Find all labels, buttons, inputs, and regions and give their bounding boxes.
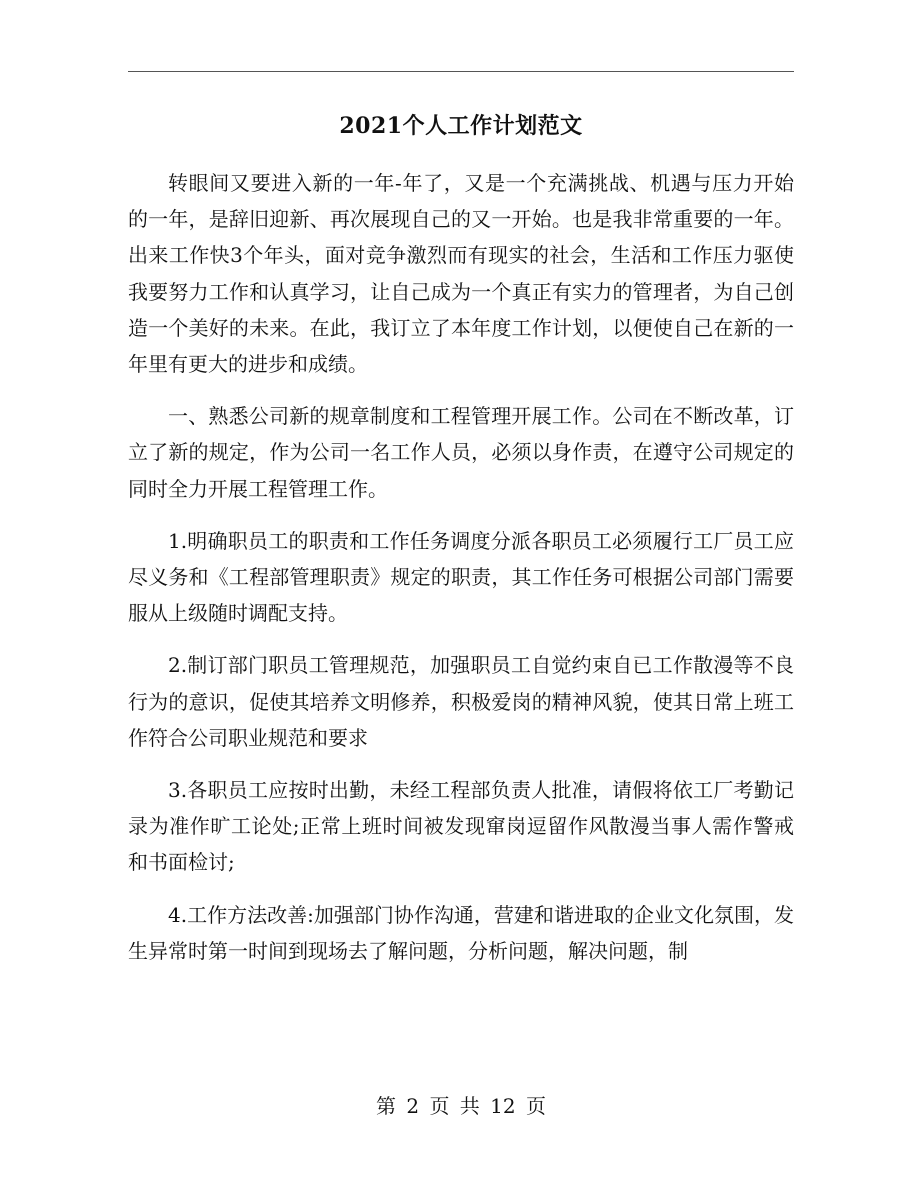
paragraph-item-2: 2.制订部门职员工管理规范，加强职员工自觉约束自已工作散漫等不良行为的意识，促使其培养文明修养，积极爱岗的精神风貌，使其日常上班工作符合公司职业规范和要求 [128,653,794,750]
page-number-footer: 第 2 页 共 12 页 [376,1094,546,1118]
header-rule [128,71,794,72]
paragraph-intro: 转眼间又要进入新的一年-年了，又是一个充满挑战、机遇与压力开始的一年，是辞旧迎新、再次展现自己的又一开始。也是我非常重要的一年。出来工作快3个年头，面对竞争激烈而有现实的社会，生活和工作压力驱使我要努力工作和认真学习，让自己成为一个真正有实力的管理者，为自己创造一个美好的未来。在此，我订立了本年度工作计划，以便使自己在新的一年里有更大的进步和成绩。 [128,171,794,377]
paragraph-item-3: 3.各职员工应按时出勤，未经工程部负责人批准，请假将依工厂考勤记录为准作旷工论处;正常上班时间被发现窜岗逗留作风散漫当事人需作警戒和书面检讨; [128,778,794,875]
document-body [128,165,794,985]
paragraph-item-4: 4.工作方法改善:加强部门协作沟通，营建和谐进取的企业文化氛围，发生异常时第一时间到现场去了解问题，分析问题，解决问题，制 [128,902,794,963]
paragraph-section-1: 一、熟悉公司新的规章制度和工程管理开展工作。公司在不断改革，订立了新的规定，作为公司一名工作人员，必须以身作责，在遵守公司规定的同时全力开展工程管理工作。 [128,404,794,501]
paragraph-item-1: 1.明确职员工的职责和工作任务调度分派各职员工必须履行工厂员工应尽义务和《工程部管理职责》规定的职责，其工作任务可根据公司部门需要服从上级随时调配支持。 [128,528,794,626]
page-title: 2021个人工作计划范文 [339,113,583,139]
